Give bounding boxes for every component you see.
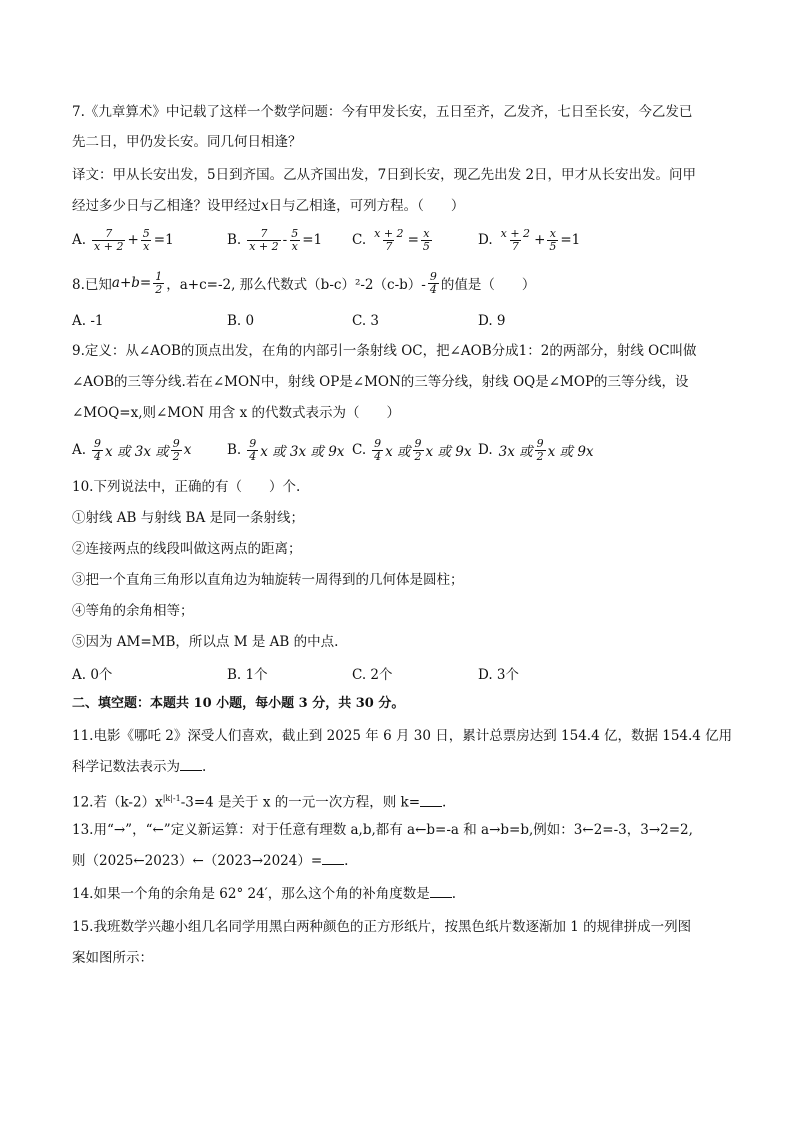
- q9-line2: ∠AOB的三等分线.若在∠MON中，射线 OP是∠MON的三等分线，射线 OQ是∠MOP的三等分线，设: [72, 374, 689, 390]
- q10-title: 10.下列说法中，正确的有（ ）个.: [72, 479, 301, 495]
- operator: =: [407, 232, 419, 248]
- fraction: $\frac{x}{5}$: [422, 226, 430, 253]
- q10-option-a[interactable]: A. 0个: [72, 667, 113, 683]
- option-label: B.: [227, 232, 242, 248]
- operator: +: [534, 232, 546, 248]
- q8-prefix: 8.已知: [72, 277, 112, 293]
- option-label: C.: [352, 442, 367, 458]
- q10-item-1: ①射线 AB 与射线 BA 是同一条射线；: [72, 510, 305, 526]
- q11-line2: [72, 757, 206, 777]
- rhs: =1: [153, 232, 174, 248]
- q14-end: .: [451, 886, 457, 902]
- option-label: D.: [478, 232, 493, 248]
- q13-end: .: [344, 853, 349, 869]
- rhs: =1: [560, 232, 581, 248]
- q8-suffix: 的值是（ ）: [440, 277, 536, 293]
- operator: +: [127, 232, 139, 248]
- q7-line4-a: 经过多少日与乙相逢？设甲经过: [72, 198, 261, 214]
- fraction: $\frac{9}{4}$: [429, 269, 437, 296]
- answer-blank[interactable]: [420, 794, 442, 807]
- q9-line3: ∠MOQ=x,则∠MON 用含 x 的代数式表示为（ ）: [72, 405, 400, 421]
- fraction: $\frac{1}{2}$: [155, 269, 163, 296]
- fraction: $\frac{9}{4}$: [94, 436, 102, 463]
- option-text: x 或 3x 或: [105, 444, 169, 460]
- q7-line3: 译文：甲从长安出发，5日到齐国。乙从齐国出发，7日到长安，现乙先出发 2日，甲才从长安出发。问甲: [72, 167, 697, 183]
- q8-option-b[interactable]: B. 0: [227, 313, 255, 329]
- q9-line1: 9.定义：从∠AOB的顶点出发，在角的内部引一条射线 OC，把∠AOB分成1：2的两部分，射线 OC叫做: [72, 343, 697, 359]
- q12-text-a: 12.若（k-2）x: [72, 794, 163, 811]
- fraction: $\frac{9}{4}$: [374, 436, 382, 463]
- operator: -: [282, 232, 288, 248]
- q10-item-2: ②连接两点的线段叫做这两点的距离；: [72, 541, 302, 557]
- option-text: x 或 9x: [547, 444, 594, 460]
- q13-text: 则（2025←2023）←（2023→2024）=: [72, 853, 323, 869]
- q14-text: 14.如果一个角的余角是 62° 24′，那么这个角的补角度数是: [72, 886, 430, 902]
- q9-option-a[interactable]: [72, 436, 191, 464]
- answer-blank[interactable]: [322, 852, 344, 865]
- q10-options: [72, 659, 732, 687]
- q10-item-3: ③把一个直角三角形以直角边为轴旋转一周得到的几何体是圆柱；: [72, 572, 464, 588]
- q9-option-d[interactable]: [478, 436, 594, 464]
- option-label: C.: [352, 232, 367, 248]
- q9-option-b[interactable]: [227, 436, 344, 464]
- q8-option-d[interactable]: D. 9: [478, 313, 506, 329]
- answer-blank[interactable]: [180, 758, 202, 771]
- q7-line2: 先二日，甲仍发长安。同几何日相逢？: [72, 134, 302, 150]
- fraction: $\frac{9}{4}$: [249, 436, 257, 463]
- q8-cond2: ，a+c=-2, 那么代数式（b-c）²-2（c-b）-: [166, 277, 426, 293]
- rhs: =1: [302, 232, 323, 248]
- option-text: x 或 9x: [425, 444, 472, 460]
- q11-text: 科学记数法表示为: [72, 759, 180, 775]
- fraction: $\frac{7}{x + 2}$: [249, 226, 279, 253]
- q15-line2: 案如图所示：: [72, 950, 153, 966]
- q12-line: [72, 789, 446, 813]
- option-label: A.: [72, 232, 87, 248]
- q8-option-a[interactable]: A. -1: [72, 313, 104, 329]
- q12-text-b: -3=4 是关于 x 的一元一次方程，则 k=: [180, 794, 421, 811]
- q7-variable: x: [261, 198, 269, 214]
- answer-blank[interactable]: [430, 885, 452, 898]
- q7-option-a[interactable]: [72, 226, 174, 254]
- option-text: x: [183, 442, 192, 458]
- fraction: $\frac{x + 2}{7}$: [500, 226, 531, 253]
- q10-item-5: ⑤因为 AM=MB，所以点 M 是 AB 的中点.: [72, 634, 339, 650]
- option-text: x 或 3x 或 9x: [260, 444, 345, 460]
- q13-line2: [72, 851, 348, 871]
- fraction: $\frac{9}{2}$: [172, 436, 180, 463]
- q15-line1: 15.我班数学兴趣小组几名同学用黑白两种颜色的正方形纸片，按黑色纸片数逐渐加 1 的规律拼成一列图: [72, 919, 692, 935]
- option-label: B.: [227, 442, 242, 458]
- q12-exponent: |k|-1: [162, 794, 181, 803]
- fraction: $\frac{5}{x}$: [142, 226, 150, 253]
- section-heading: 二、填空题：本题共 10 小题，每小题 3 分，共 30 分。: [72, 696, 405, 711]
- q8-option-c[interactable]: C. 3: [352, 313, 380, 329]
- fraction: $\frac{5}{x}$: [291, 226, 299, 253]
- q8-cond1: a+b=: [111, 275, 152, 291]
- fraction: $\frac{7}{x + 2}$: [94, 226, 124, 253]
- option-label: D.: [478, 442, 493, 458]
- q7-line4-b: 日与乙相逢，可列方程。（ ）: [268, 198, 465, 214]
- q10-option-b[interactable]: B. 1个: [227, 667, 268, 683]
- q11-end: .: [202, 759, 207, 775]
- q9-options: [72, 436, 732, 464]
- q7-line1: 7.《九章算术》中记载了这样一个数学问题：今有甲发长安，五日至齐，乙发齐，七日至长安，今乙发已: [72, 104, 693, 120]
- q8-stem: [72, 269, 536, 297]
- option-label: A.: [72, 442, 87, 458]
- q7-line4: [72, 196, 464, 216]
- q10-item-4: ④等角的余角相等；: [72, 603, 194, 619]
- q10-option-c[interactable]: C. 2个: [352, 667, 393, 683]
- fraction: $\frac{9}{2}$: [414, 436, 422, 463]
- q9-option-c[interactable]: [352, 436, 471, 464]
- q7-option-d[interactable]: [478, 226, 580, 254]
- fraction: $\frac{x + 2}{7}$: [374, 226, 404, 253]
- q13-line1: 13.用“→”，“←”定义新运算：对于任意有理数 a,b,都有 a←b=-a 和 a→b=b,例如：3←2=-3，3→2=2,: [72, 822, 693, 838]
- q14-line: [72, 884, 456, 904]
- q7-options: [72, 226, 732, 254]
- q12-end: .: [442, 794, 447, 811]
- option-text: 3x 或: [498, 444, 533, 460]
- q8-stem-row: [72, 269, 535, 297]
- fraction: $\frac{x}{5}$: [549, 226, 557, 253]
- q8-options: [72, 307, 732, 335]
- q10-option-d[interactable]: D. 3个: [478, 667, 520, 683]
- q11-line1: 11.电影《哪吒 2》深受人们喜欢，截止到 2025 年 6 月 30 日，累计总票房达到 154.4 亿，数据 154.4 亿用: [72, 728, 733, 744]
- option-text: x 或: [385, 444, 411, 460]
- fraction: $\frac{9}{2}$: [536, 436, 544, 463]
- q7-option-b[interactable]: [227, 226, 322, 254]
- q7-option-c[interactable]: [352, 226, 434, 254]
